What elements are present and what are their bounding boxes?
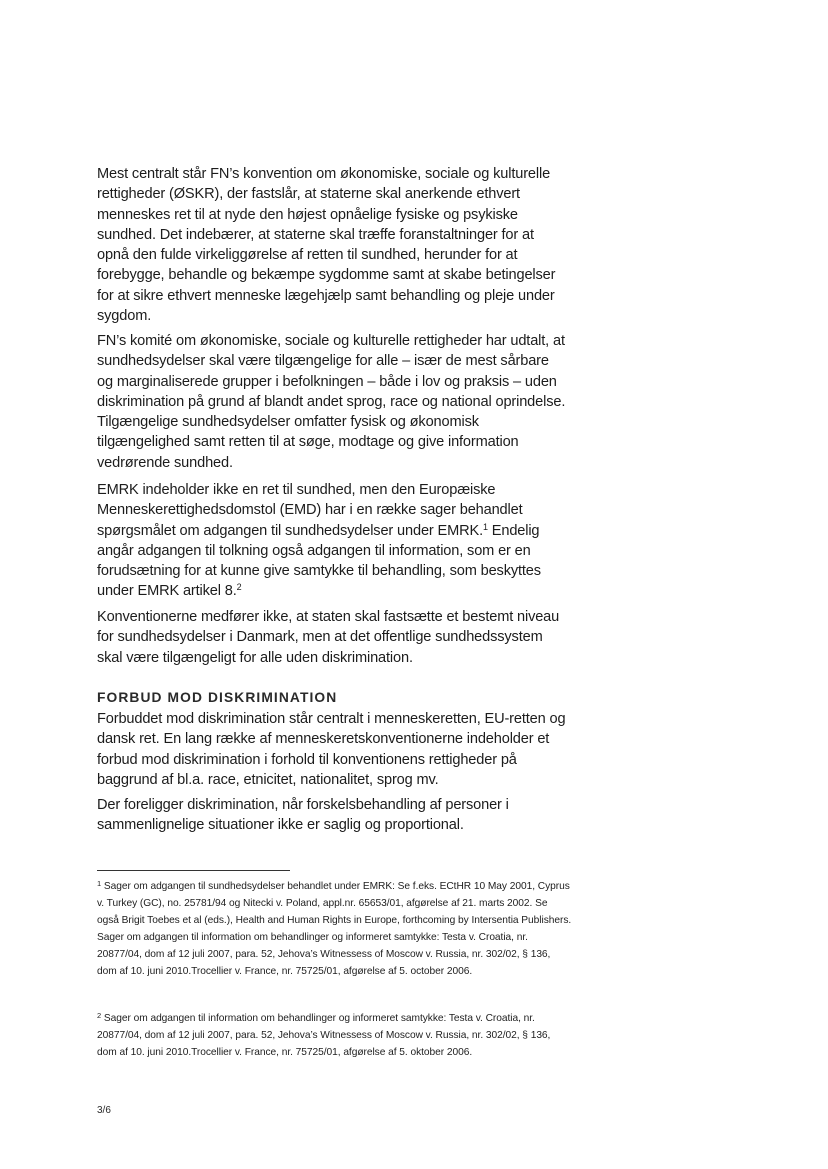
paragraph-emrk-text-2: Endelig angår adgangen til tolkning også adgangen til information, som er en forudsætning for at kunne give samtykke til behandling, som beskyttes under EMRK artikel 8. [97,522,541,600]
paragraph-discrimination-definition: Der foreligger diskrimination, når forskelsbehandling af personer i sammenlignelige situationer ikke er saglig og proportional. [97,797,509,834]
footnote-separator [97,870,290,871]
footnote-2 [97,1011,572,1062]
footnote-ref-2[interactable]: 2 [236,582,242,593]
footnote-ref-1[interactable]: 1 [483,521,488,532]
footnote-1 [97,879,572,980]
paragraph-conventions: Konventionerne medfører ikke, at staten skal fastsætte et bestemt niveau for sundhedsydelser i Danmark, men at det offentlige sundhedssystem skal være tilgængeligt for alle uden diskrimination. [97,609,560,666]
section-heading-discrimination: FORBUD MOD DISKRIMINATION [97,690,338,705]
footnote-2-mark: 2 [97,1011,102,1020]
paragraph-oeskr: Mest centralt står FN’s konvention om økonomiske, sociale og kulturelle rettigheder (ØSKR), der fastslår, at staterne skal anerkende ethvert menneskes ret til at nyde den højest opnåelige fysiske og psykiske sundhed. Det indebærer, at staterne skal træffe foranstaltninger for at opnå den fulde virkeliggørelse af retten til sundhed, herunder for at forebygge, behandle og bekæmpe sygdomme samt at skabe betingelser for at sikre ethvert menneske lægehjælp samt behandling og pleje under sygdom. [97,166,556,325]
paragraph-emrk-text-1: EMRK indeholder ikke en ret til sundhed, men den Europæiske Menneskerettighedsdomstol (EMD) har i en række sager behandlet spørgsmålet om adgangen til sundhedsydelser under EMRK. [97,482,523,539]
paragraph-fn-committee: FN’s komité om økonomiske, sociale og kulturelle rettigheder har udtalt, at sundhedsydelser skal være tilgængelige for alle – især de mest sårbare og marginaliserede grupper i befolkningen – både i lov og praksis – uden diskrimination på grund af blandt andet sprog, race og national oprindelse. Tilgængelige sundhedsydelser omfatter fysisk og økonomisk tilgængelighed samt retten til at søge, modtage og give information vedrørende sundhed. [97,333,566,471]
footnote-1-mark: 1 [97,879,102,888]
paragraph-discrimination-ban: Forbuddet mod diskrimination står centralt i menneskeretten, EU-retten og dansk ret. En lang række af menneskeretskonventionerne indeholder et forbud mod diskrimination i forhold til konventionens rettigheder på baggrund af bl.a. race, etnicitet, nationalitet, sprog mv. [97,711,566,788]
footnote-1-text: Sager om adgangen til sundhedsydelser behandlet under EMRK: Se f.eks. ECtHR 10 May 2001, Cyprus v. Turkey (GC), no. 25781/94 og Nitecki v. Poland, appl.nr. 65653/01, afgørelse af 21. marts 2002. Se også Brigit Toebes et al (eds.), Health and Human Rights in Europe, forthcoming by Intersentia Publishers. Sager om adgangen til information om behandlinger og informeret samtykke: Testa v. Croatia, nr. 20877/04, dom af 12 juli 2007, para. 52, Jehova’s Witnessess of Moscow v. Russia, nr. 302/02, § 136, dom af 10. juni 2010.Trocellier v. France, nr. 75725/01, afgørelse af 5. october 2006. [97,881,572,977]
footnote-2-text: Sager om adgangen til information om behandlinger og informeret samtykke: Testa v. Croatia, nr. 20877/04, dom af 12 juli 2007, para. 52, Jehova’s Witnessess of Moscow v. Russia, nr. 302/02, § 136, dom af 10. juni 2010.Trocellier v. France, nr. 75725/01, afgørelse af 5. oktober 2006. [97,1013,551,1058]
page-number: 3/6 [97,1105,111,1116]
paragraph-emrk [97,480,567,602]
